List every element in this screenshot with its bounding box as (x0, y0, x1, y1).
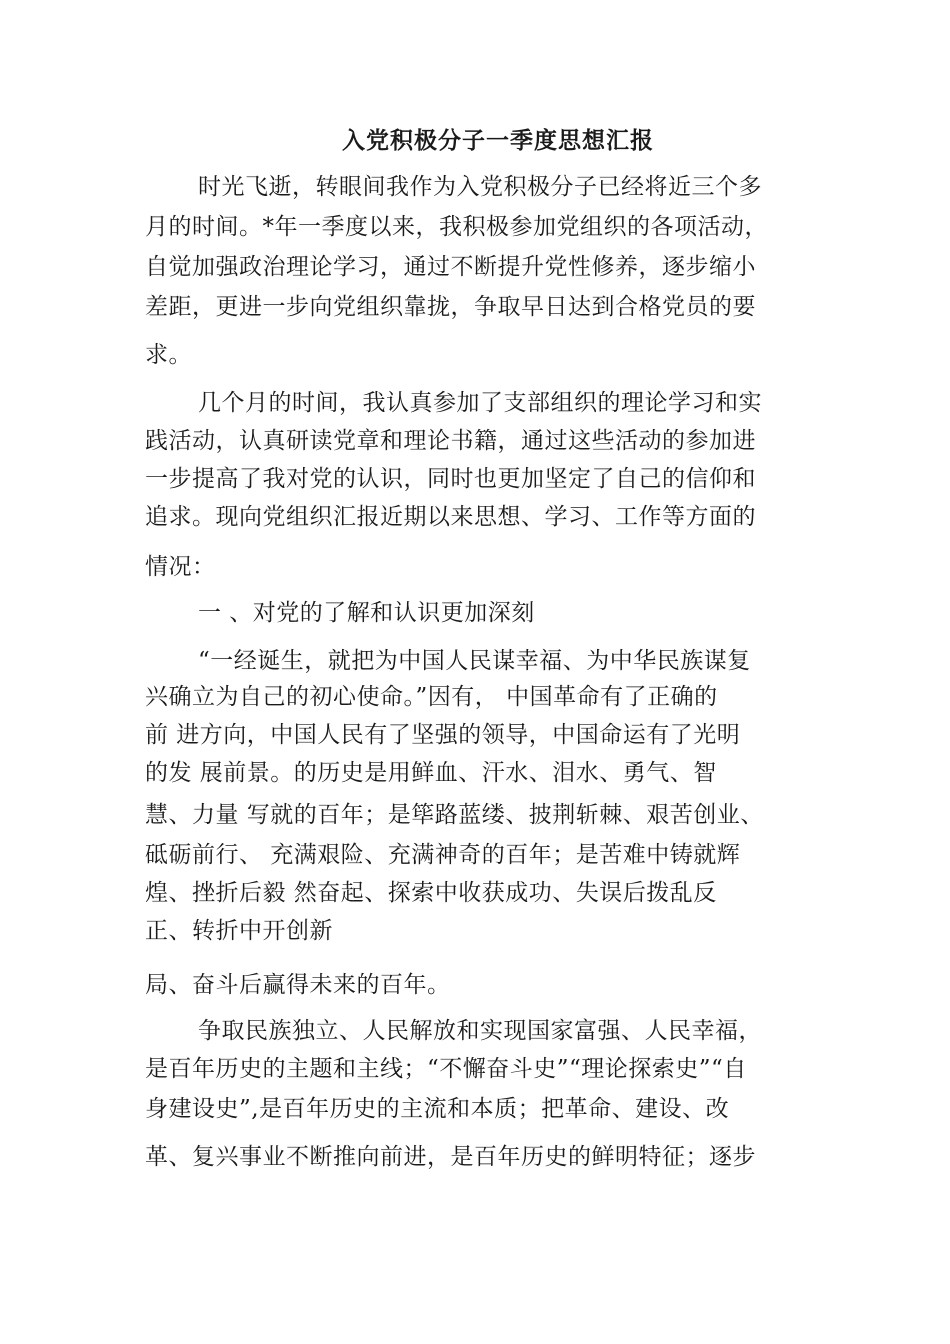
text-line: 革、复兴事业不断推向前进，是百年历史的鲜明特征；逐步 (145, 1144, 756, 1170)
text-line: 践活动，认真研读党章和理论书籍，通过这些活动的参加进 (145, 428, 756, 454)
text-line: 自觉加强政治理论学习，通过不断提升党性修养，逐步缩小 (145, 254, 756, 280)
text-line: 争取民族独立、人民解放和实现国家富强、人民幸福， (198, 1018, 762, 1044)
text-line: 追求。现向党组织汇报近期以来思想、学习、工作等方面的 (145, 504, 756, 530)
text-line: 差距，更进一步向党组织靠拢，争取早日达到合格党员的要 (145, 294, 756, 320)
text-line: 求。 (145, 342, 192, 368)
section-heading: 一 、对党的了解和认识更加深刻 (198, 600, 535, 626)
text-line: 月的时间。*年一季度以来，我积极参加党组织的各项活动， (145, 214, 768, 240)
text-line: 一步提高了我对党的认识，同时也更加坚定了自己的信仰和 (145, 466, 756, 492)
text-line: 是百年历史的主题和主线；“不懈奋斗史”“理论探索史”“自 (145, 1056, 747, 1082)
text-line: 局、奋斗后赢得未来的百年。 (145, 972, 451, 998)
text-line: 的发 展前景。的历史是用鲜血、汗水、泪水、勇气、智 (145, 760, 717, 786)
text-line: 兴确立为自己的初心使命。”因有， 中国革命有了正确的 (145, 684, 718, 710)
text-line: 煌、挫折后毅 然奋起、探索中收获成功、失误后拨乱反 (145, 880, 717, 906)
text-line: 身建设史”,是百年历史的主流和本质；把革命、建设、改 (145, 1096, 730, 1122)
text-line: 几个月的时间，我认真参加了支部组织的理论学习和实 (198, 390, 762, 416)
text-line: “一经诞生，就把为中国人民谋幸福、为中华民族谋复 (198, 648, 751, 674)
text-line: 砥砺前行、 充满艰险、充满神奇的百年；是苦难中铸就辉 (145, 842, 741, 868)
text-line: 慧、力量 写就的百年；是筚路蓝缕、披荆斩棘、艰苦创业、 (145, 802, 764, 828)
text-line: 前 进方向，中国人民有了坚强的领导，中国命运有了光明 (145, 722, 741, 748)
text-line: 正、转折中开创新 (145, 918, 333, 944)
text-line: 时光飞逝，转眼间我作为入党积极分子已经将近三个多 (198, 174, 762, 200)
text-line: 情况： (145, 554, 216, 580)
page-title: 入党积极分子一季度思想汇报 (342, 127, 654, 154)
